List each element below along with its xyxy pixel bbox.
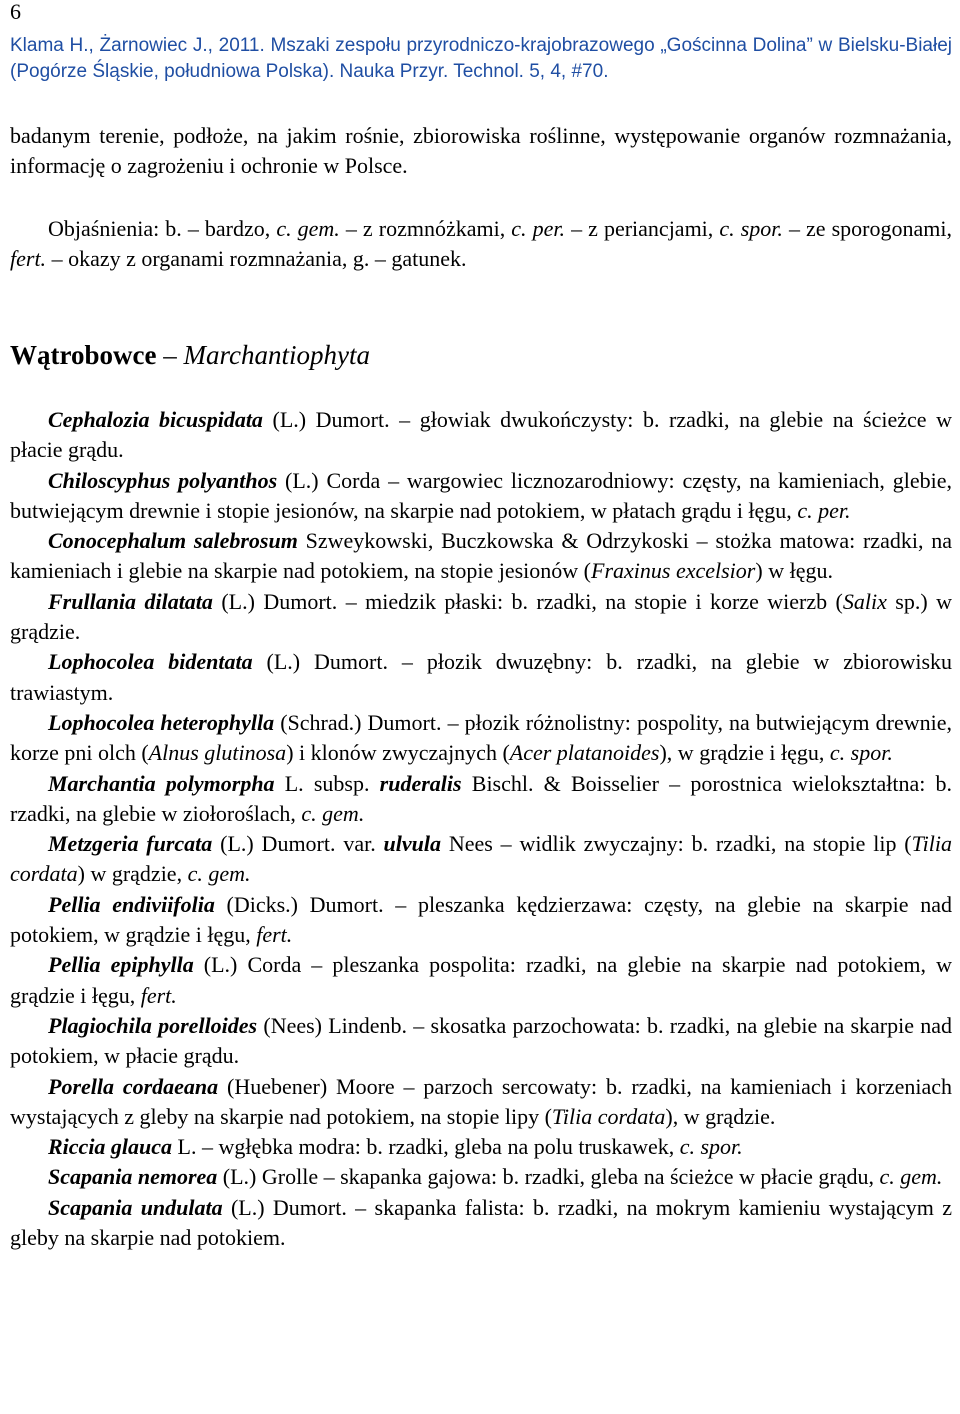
species-name: Cephalozia bicuspidata xyxy=(48,407,263,432)
species-name: Pellia epiphylla xyxy=(48,952,194,978)
species-entry xyxy=(10,950,952,1011)
entry-text: (Dicks.) Dumort. – pleszanka kędzierzawa: częsty, na glebie na skarpie nad potokiem, w grądzie i łęgu, xyxy=(10,891,952,948)
entry-text: (Schrad.) Dumort. – płozik różnolistny: pospolity, na butwiejącym drewnie, korze pni olch ( xyxy=(10,709,953,766)
species-name: Riccia glauca xyxy=(48,1134,173,1160)
intro-paragraph: badanym terenie, podłoże, na jakim rośnie, zbiorowiska roślinne, występowanie organów rozmnażania, informację o zagrożeniu i ochronie w Polsce. xyxy=(10,123,952,179)
entry-text: (L.) Dumort. – skapanka falista: b. rzadki, na mokrym kamieniu wystającym z gleby na skarpie nad potokiem. xyxy=(10,1194,952,1251)
species-entry xyxy=(10,1072,952,1133)
entry-text: (Nees) Lindenb. – skosatka parzochowata: b. rzadki, na glebie na skarpie nad potokiem, w płacie grądu. xyxy=(10,1012,952,1069)
species-entry xyxy=(10,708,952,769)
species-entry xyxy=(10,647,952,708)
running-header-citation: Klama H., Żarnowiec J., 2011. Mszaki zespołu przyrodniczo-krajobrazowego „Gościnna Dolina” w Bielsku-Białej (Pogórze Śląskie, południowa Polska). Nauka Przyr. Technol. 5, 4, #70. xyxy=(10,35,952,82)
species-entry xyxy=(10,890,952,951)
italic-text: Tilia cordata xyxy=(551,1103,666,1129)
section-heading xyxy=(10,338,370,372)
abbreviation-meaning: – z periancjami, xyxy=(565,216,720,241)
entry-text: ) w łęgu. xyxy=(755,558,833,584)
entry-text: (Huebener) Moore – parzoch sercowaty: b. rzadki, na kamieniach i korzeniach wystających z gleby na skarpie nad potokiem, na stopie lipy ( xyxy=(10,1073,952,1129)
species-entry xyxy=(10,466,952,527)
abbreviation-meaning: – ze sporogonami, xyxy=(782,216,952,241)
species-entry xyxy=(10,1162,952,1192)
section-title-dash: – xyxy=(156,340,184,370)
entry-text: (L.) Dumort. – miedzik płaski: b. rzadki, na stopie i korze wierzb ( xyxy=(212,588,843,614)
entry-text: ), w grądzie i łęgu, xyxy=(659,740,830,766)
abbreviation-term: c. spor. xyxy=(719,216,783,241)
species-name: ruderalis xyxy=(379,770,462,796)
italic-text: c. gem. xyxy=(301,800,365,826)
entry-text: Bischl. & Boisselier – porostnica wielokształtna: b. rzadki, na glebie w ziołoroślach, xyxy=(10,770,953,826)
entry-text: (L.) Grolle – skapanka gajowa: b. rzadki, gleba na ścieżce w płacie grądu, xyxy=(217,1164,880,1190)
species-name: Pellia endiviifolia xyxy=(48,891,215,917)
entry-text: L. subsp. xyxy=(274,770,380,796)
abbreviation-term: fert. xyxy=(10,246,47,272)
species-list xyxy=(10,405,952,1253)
italic-text: c. spor. xyxy=(679,1134,743,1160)
entry-text: ) i klonów zwyczajnych ( xyxy=(286,740,510,766)
entry-text: Nees – widlik zwyczajny: b. rzadki, na stopie lip ( xyxy=(441,831,912,857)
species-entry xyxy=(10,1193,952,1254)
entry-text: ), w grądzie. xyxy=(665,1103,776,1129)
page-number: 6 xyxy=(10,0,21,24)
italic-text: c. gem. xyxy=(187,861,251,887)
species-name: Plagiochila porelloides xyxy=(48,1012,258,1038)
entry-text: Szweykowski, Buczkowska & Odrzykoski – stożka matowa: rzadki, na kamieniach i glebie na skarpie nad potokiem, na stopie jesionów ( xyxy=(10,528,953,584)
abbreviations-paragraph xyxy=(10,214,952,275)
species-entry xyxy=(10,587,952,648)
italic-text: Fraxinus excelsior xyxy=(591,558,756,584)
italic-text: Tilia cordata xyxy=(10,831,952,887)
entry-text: sp.) w grądzie. xyxy=(10,588,952,645)
italic-text: c. per. xyxy=(797,497,851,523)
italic-text: fert. xyxy=(256,922,293,948)
section-title-latin: Marchantiophyta xyxy=(183,340,370,370)
entry-text: (L.) Corda – pleszanka pospolita: rzadki, na glebie na skarpie nad potokiem, w grądzie i łęgu, xyxy=(10,952,952,1008)
species-name: Scapania undulata xyxy=(48,1194,223,1220)
entry-text: L. – wgłębka modra: b. rzadki, gleba na polu truskawek, xyxy=(172,1134,680,1160)
italic-text: Alnus glutinosa xyxy=(148,740,287,766)
abbreviations-lead: Objaśnienia: b. – bardzo, xyxy=(48,216,277,241)
species-name: ulvula xyxy=(383,831,442,857)
italic-text: c. gem. xyxy=(879,1164,943,1190)
species-name: Frullania dilatata xyxy=(48,588,213,614)
entry-text: (L.) Corda – wargowiec licznozarodniowy: częsty, na kamieniach, glebie, butwiejącym drewnie i stopie jesionów, na skarpie nad potokiem, w płatach grądu i łęgu, xyxy=(10,467,953,523)
species-name: Conocephalum salebrosum xyxy=(48,528,298,554)
species-name: Chiloscyphus polyanthos xyxy=(48,467,278,493)
entry-text: (L.) Dumort. var. xyxy=(212,831,384,857)
italic-text: Salix xyxy=(842,588,887,614)
entry-text: ) w grądzie, xyxy=(77,861,188,887)
species-name: Marchantia polymorpha xyxy=(48,770,275,796)
species-name: Metzgeria furcata xyxy=(48,831,213,857)
species-entry xyxy=(10,1132,952,1162)
entry-text: (L.) Dumort. – głowiak dwukończysty: b. rzadki, na glebie na ścieżce w płacie grądu. xyxy=(10,407,953,463)
entry-text: (L.) Dumort. – płozik dwuzębny: b. rzadki, na glebie w zbiorowisku trawiastym. xyxy=(10,649,953,705)
abbreviation-term: c. per. xyxy=(511,216,565,241)
species-entry xyxy=(10,405,952,466)
species-name: Lophocolea bidentata xyxy=(48,649,253,675)
species-name: Scapania nemorea xyxy=(48,1164,218,1190)
species-entry xyxy=(10,1011,952,1072)
abbreviation-meaning: – z rozmnóżkami, xyxy=(339,216,512,241)
species-name: Porella cordaeana xyxy=(48,1073,219,1099)
species-entry xyxy=(10,769,952,830)
italic-text: c. spor. xyxy=(829,740,893,766)
species-entry xyxy=(10,526,952,587)
species-name: Lophocolea heterophylla xyxy=(48,709,275,735)
section-title-polish: Wątrobowce xyxy=(10,340,157,370)
abbreviation-term: c. gem. xyxy=(276,216,340,241)
species-entry xyxy=(10,829,952,890)
abbreviation-meaning: – okazy z organami rozmnażania, g. – gatunek. xyxy=(46,246,467,272)
italic-text: Acer platanoides xyxy=(509,740,660,766)
italic-text: fert. xyxy=(140,982,177,1008)
